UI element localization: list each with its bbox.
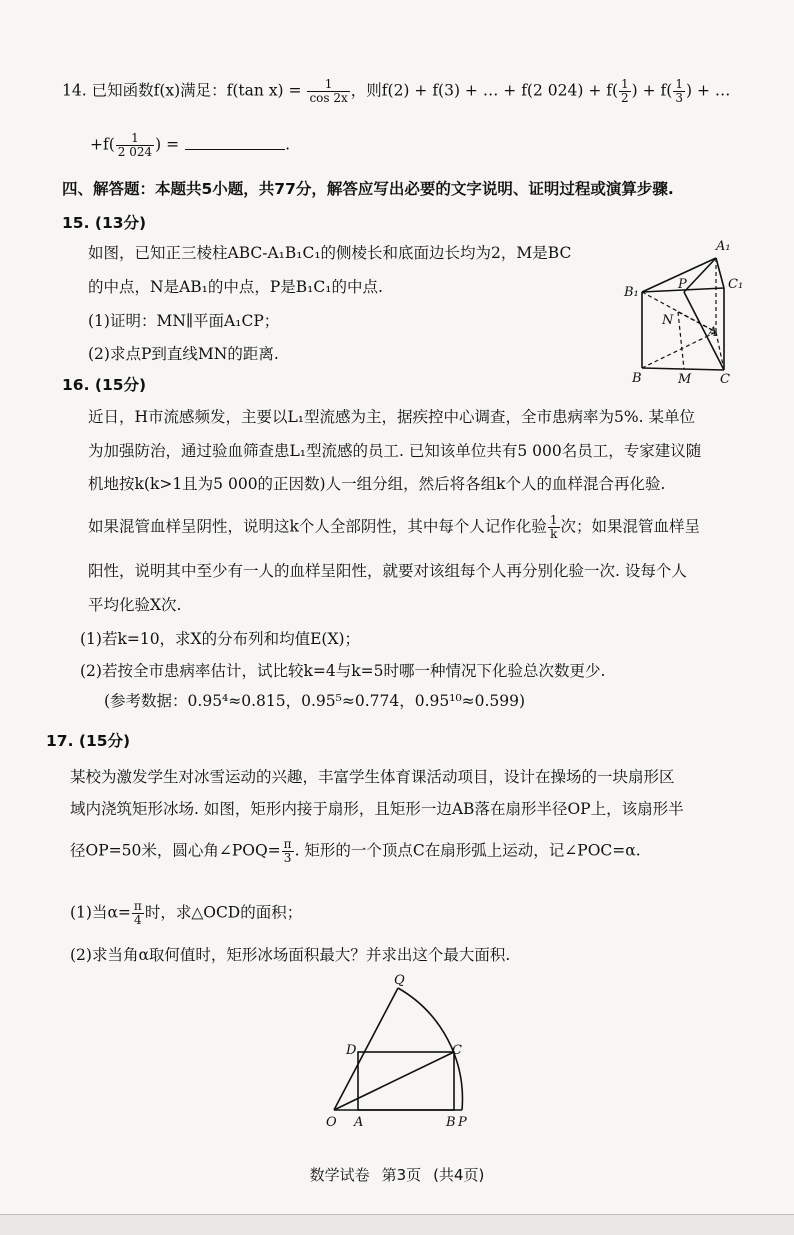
q17-heading: 17. (15分) xyxy=(46,732,131,750)
footer-subject: 数学试卷 xyxy=(309,1166,370,1184)
q16-reference: (参考数据：0.95⁴≈0.815，0.95⁵≈0.774，0.95¹⁰≈0.599) xyxy=(104,692,526,710)
q16-text-4 xyxy=(88,514,700,541)
q17-text-1: 某校为激发学生对冰雪运动的兴趣，丰富学生体育课活动项目，设计在操场的一块扇形区 xyxy=(70,768,675,786)
q14-frac3: $\frac{1}{3}$ xyxy=(675,77,683,105)
scan-edge xyxy=(0,1214,794,1235)
label-A: A xyxy=(354,1115,364,1130)
label-P: P xyxy=(458,1115,467,1130)
label-M: M xyxy=(678,372,692,386)
q14-tail: ) + … xyxy=(686,81,731,100)
footer-page: 第3页 xyxy=(381,1166,422,1184)
q15-text-1: 如图，已知正三棱柱ABC-A₁B₁C₁的侧棱长和底面边长均为2，M是BC xyxy=(88,244,572,262)
q17-frac1: $\frac{\pi}{3}$ xyxy=(283,837,292,865)
q17-frac2: $\frac{\pi}{4}$ xyxy=(133,899,142,927)
label-C1: C₁ xyxy=(728,277,744,292)
q15-heading: 15. (13分) xyxy=(62,214,147,232)
q14-frac4: $\frac{1}{2 024}$ xyxy=(117,131,153,159)
label-Q: Q xyxy=(394,974,405,988)
label-B1: B₁ xyxy=(624,285,639,300)
q14-frac2: $\frac{1}{2}$ xyxy=(621,77,629,105)
section-heading: 四、解答题：本题共5小题，共77分，解答应写出必要的文字说明、证明过程或演算步骤. xyxy=(62,180,674,198)
q17-text-3 xyxy=(70,838,641,865)
q16-text-3: 机地按k(k>1且为5 000的正因数)人一组分组，然后将各组k个人的血样混合再化验. xyxy=(88,475,666,493)
label-A: A xyxy=(708,325,718,340)
q14-l2-end: . xyxy=(285,135,291,154)
q15-text-2: 的中点，N是AB₁的中点，P是B₁C₁的中点. xyxy=(88,278,383,296)
label-P: P xyxy=(678,277,687,292)
q16-text-1: 近日，H市流感频发，主要以L₁型流感为主，据疾控中心调查，全市患病率为5%. 某单位 xyxy=(88,408,695,426)
q14-mid: ，则f(2) + f(3) + … + f(2 024) + f( xyxy=(350,81,619,100)
q17-t4b: 时，求△OCD的面积； xyxy=(144,903,303,922)
label-O: O xyxy=(326,1115,337,1130)
q15-part-1: (1)证明：MN∥平面A₁CP； xyxy=(88,312,280,330)
q14-frac1: $\frac{1}{\cos 2x}$ xyxy=(309,77,348,105)
q17-part-2: (2)求当角α取何值时，矩形冰场面积最大？并求出这个最大面积. xyxy=(70,946,511,964)
q16-part-1: (1)若k=10，求X的分布列和均值E(X)； xyxy=(80,630,361,648)
label-A1: A₁ xyxy=(716,239,731,254)
q14-l2-pre: +f( xyxy=(90,135,115,154)
q17-part-1 xyxy=(70,900,302,927)
q14-text: 14. 已知函数f(x)满足：f(tan x) = xyxy=(62,81,307,100)
label-B: B xyxy=(632,371,642,386)
label-B: B xyxy=(446,1115,456,1130)
q17-text-2: 域内浇筑矩形冰场. 如图，矩形内接于扇形，且矩形一边AB落在扇形半径OP上，该扇形半 xyxy=(70,800,684,818)
q14-line2 xyxy=(90,132,290,159)
q16-t4a: 如果混管血样呈阴性，说明这k个人全部阴性，其中每个人记作化验 xyxy=(88,517,547,536)
q16-t4b: 次；如果混管血样呈 xyxy=(560,517,701,536)
q14-line1 xyxy=(62,78,730,105)
answer-blank[interactable] xyxy=(185,135,285,150)
q14-l2-post: ) = xyxy=(155,135,180,154)
label-C: C xyxy=(452,1043,462,1058)
q17-t3a: 径OP=50米，圆心角∠POQ= xyxy=(70,841,281,860)
label-D: D xyxy=(346,1043,357,1058)
q16-heading: 16. (15分) xyxy=(62,376,147,394)
q17-t3b: . 矩形的一个顶点C在扇形弧上运动，记∠POC=α. xyxy=(294,841,641,860)
q16-text-2: 为加强防治，通过验血筛查患L₁型流感的员工. 已知该单位共有5 000名员工，专家建议随 xyxy=(88,442,702,460)
footer-total: (共4页) xyxy=(433,1166,485,1184)
label-N: N xyxy=(662,313,674,328)
prism-figure xyxy=(620,236,750,386)
q14-mid2: ) + f( xyxy=(631,81,673,100)
sector-figure xyxy=(318,974,488,1134)
label-C: C xyxy=(720,372,730,386)
q16-frac: $\frac{1}{k}$ xyxy=(549,513,558,541)
page-footer xyxy=(0,1164,794,1185)
q16-part-2: (2)若按全市患病率估计，试比较k=4与k=5时哪一种情况下化验总次数更少. xyxy=(80,662,606,680)
q15-part-2: (2)求点P到直线MN的距离. xyxy=(88,345,279,363)
q16-text-6: 平均化验X次. xyxy=(88,596,182,614)
q16-text-5: 阳性，说明其中至少有一人的血样呈阳性，就要对该组每个人再分别化验一次. 设每个人 xyxy=(88,562,687,580)
q17-t4a: (1)当α= xyxy=(70,903,131,922)
